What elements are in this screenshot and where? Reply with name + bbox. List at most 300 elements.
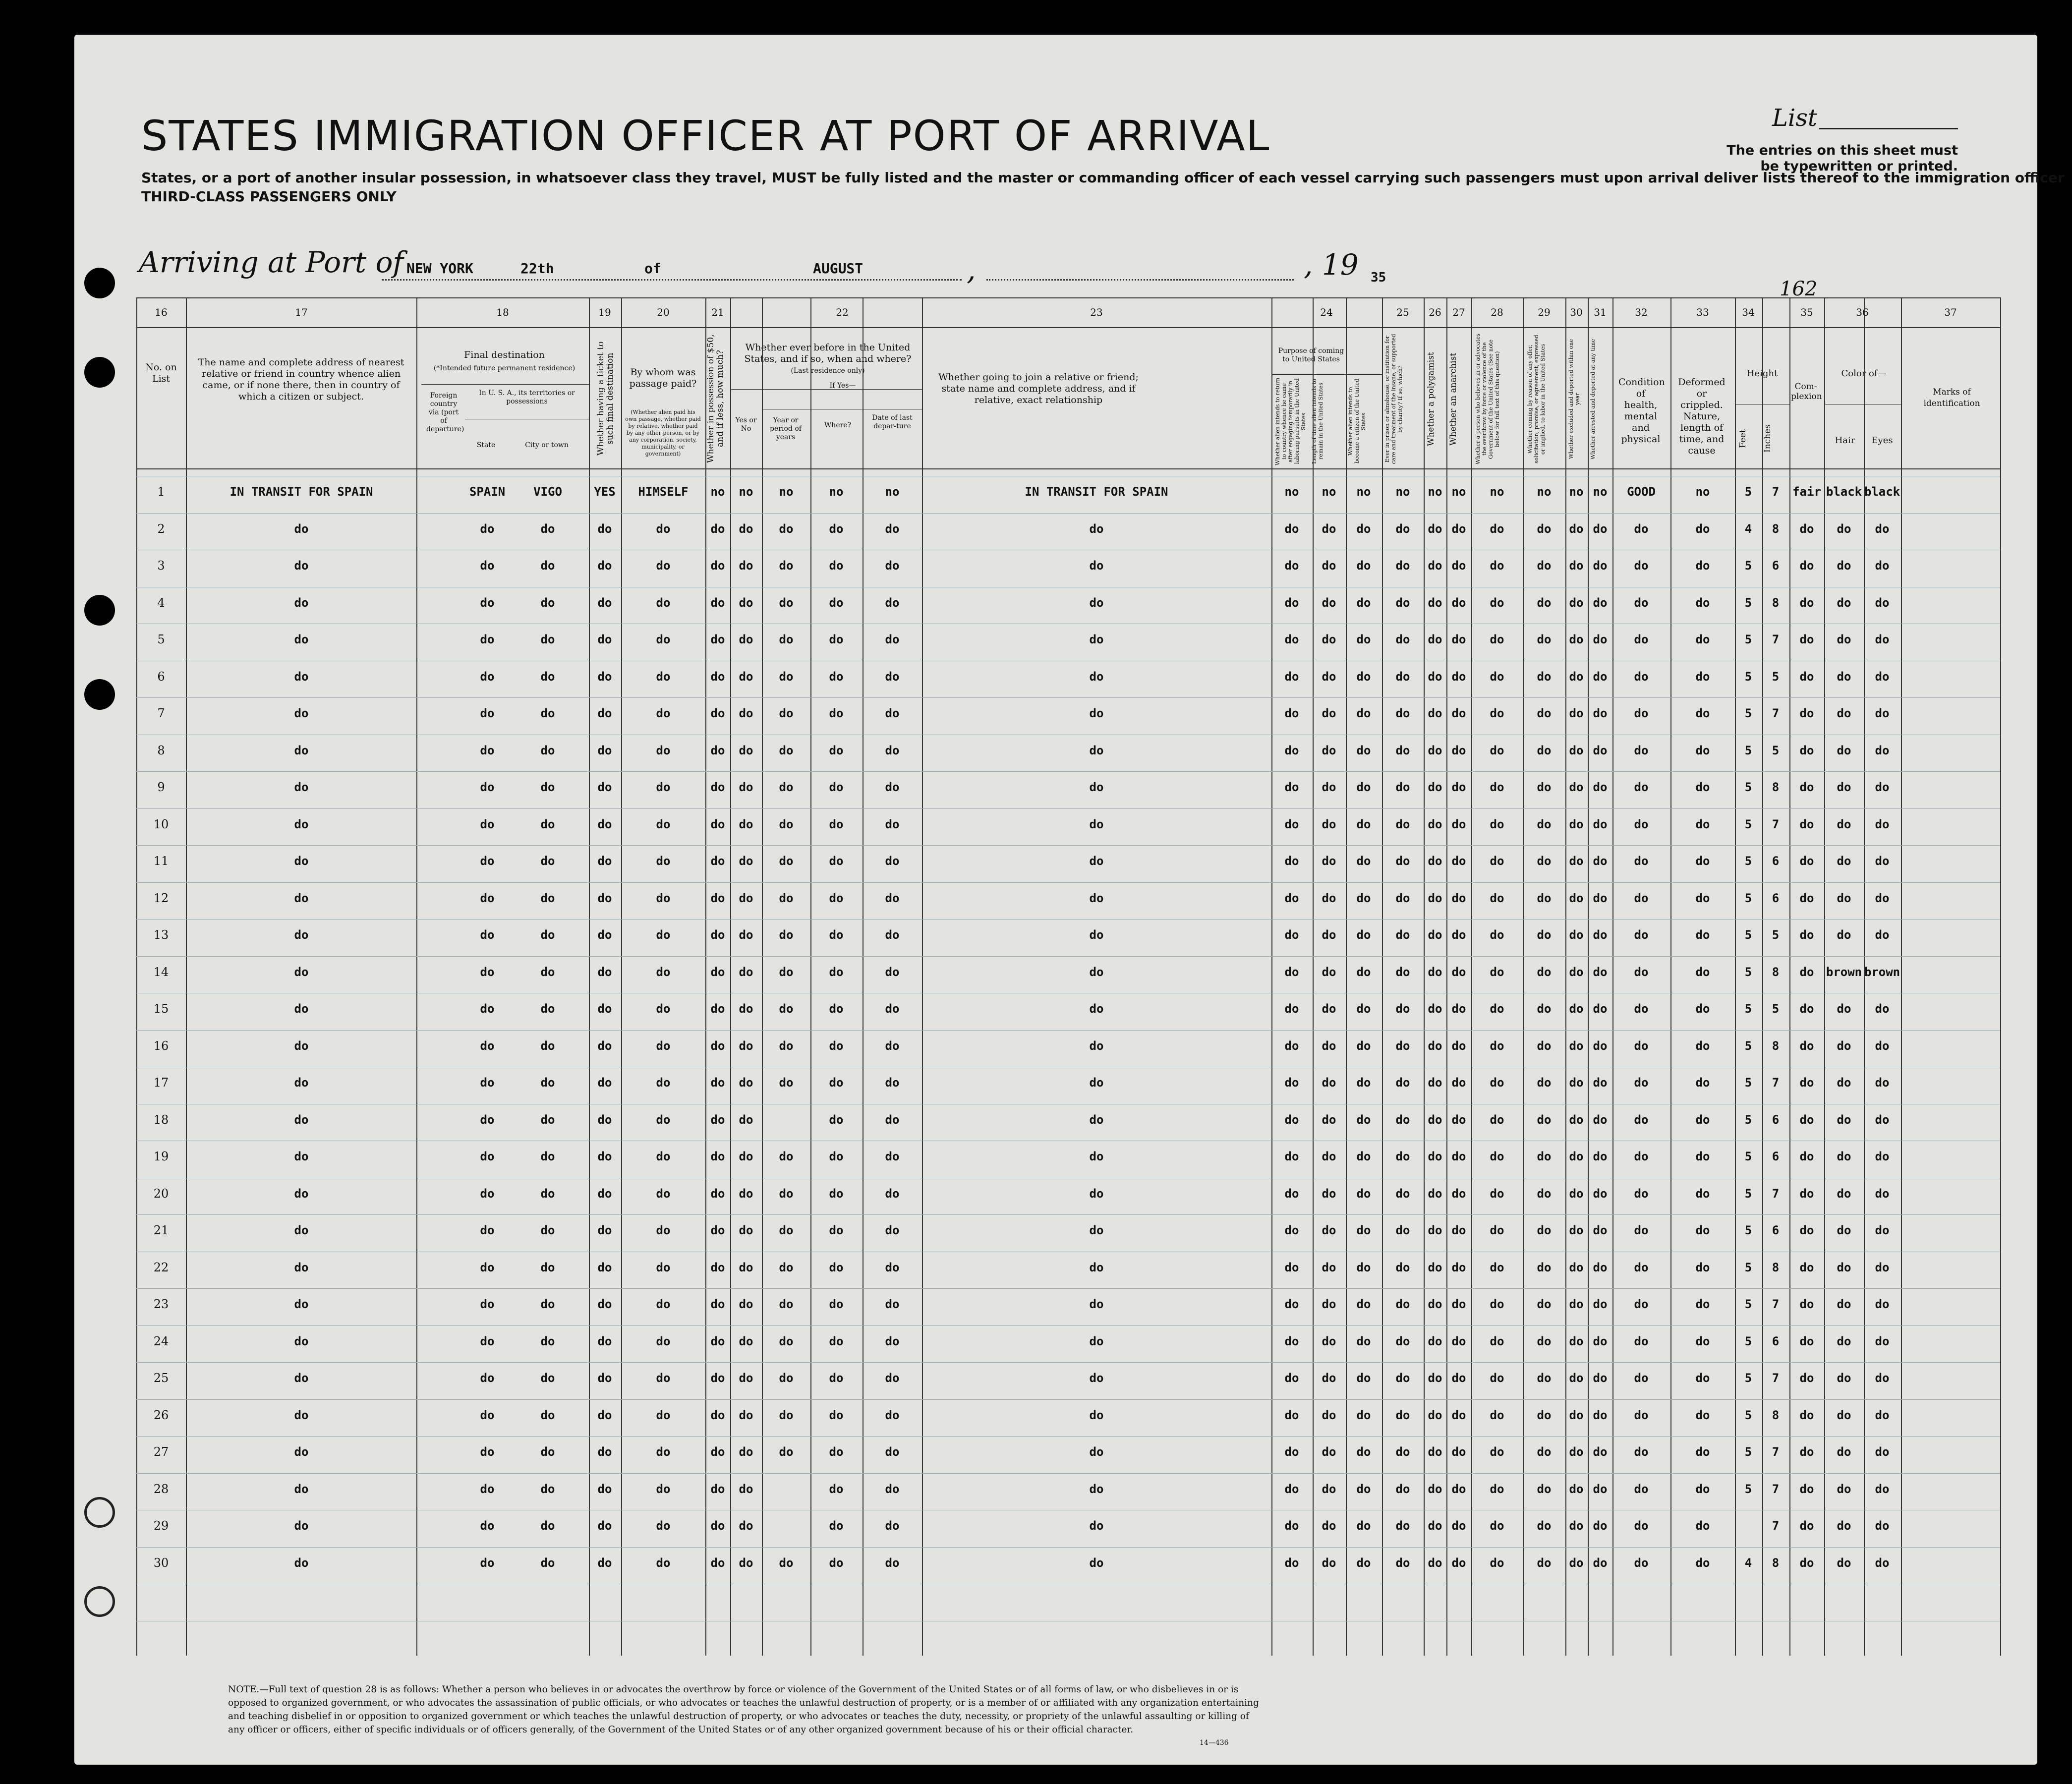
- complexion-cell: do: [1799, 1334, 1814, 1348]
- arrested-cell: do: [1593, 1297, 1608, 1311]
- header-relative: The name and complete address of nearest relative or friend in country whence alien came, or if none there, then in country of which a citizen or subject.: [198, 357, 404, 402]
- departure-date-cell: do: [885, 595, 900, 610]
- polygamist-cell: do: [1428, 1112, 1442, 1127]
- health-cell: do: [1634, 595, 1649, 610]
- polygamist-cell: do: [1428, 1223, 1442, 1237]
- height-inches-cell: 6: [1772, 559, 1780, 573]
- header-join-relative: Whether going to join a relative or friend; state name and complete address, and if relative, exact relationship: [938, 372, 1139, 405]
- height-inches-cell: 8: [1772, 1038, 1780, 1053]
- polygamist-cell: do: [1428, 559, 1442, 573]
- purpose-return-cell: do: [1284, 1002, 1299, 1016]
- prison-cell: do: [1395, 928, 1410, 942]
- ticket-cell: do: [597, 595, 612, 610]
- city-cell: do: [540, 1150, 555, 1163]
- arrival-year: 35: [1371, 270, 1386, 285]
- excluded-cell: do: [1569, 854, 1584, 868]
- ticket-cell: do: [597, 1112, 612, 1127]
- relative-cell: do: [294, 1555, 309, 1570]
- purpose-citizen-cell: do: [1356, 743, 1371, 757]
- deformed-cell: do: [1695, 1076, 1710, 1090]
- money-cell: do: [710, 928, 725, 942]
- purpose-return-cell: do: [1284, 1445, 1299, 1459]
- purpose-length-cell: do: [1322, 1076, 1336, 1090]
- deformed-cell: do: [1695, 706, 1710, 720]
- period-cell: do: [779, 1223, 794, 1237]
- purpose-return-cell: do: [1284, 633, 1299, 646]
- ticket-cell: do: [597, 1519, 612, 1533]
- arriving-label: Arriving at Port of: [139, 245, 403, 279]
- form-number: 14—436: [1200, 1739, 1229, 1747]
- anarchist-cell: do: [1451, 595, 1466, 610]
- overthrow-cell: do: [1490, 1482, 1504, 1496]
- departure-date-cell: no: [885, 485, 900, 499]
- height-inches-cell: 5: [1772, 669, 1780, 684]
- ticket-cell: do: [597, 1076, 612, 1090]
- money-cell: do: [710, 1334, 725, 1348]
- city-cell: do: [540, 706, 555, 720]
- deformed-cell: do: [1695, 743, 1710, 757]
- passage-paid-cell: do: [656, 1555, 671, 1570]
- purpose-return-cell: do: [1284, 521, 1299, 536]
- period-cell: do: [779, 595, 794, 610]
- overthrow-cell: do: [1490, 1076, 1504, 1090]
- header-prison: Ever in prison or almshouse, or institution for care and treatment of the insane, or supported by charity? If so, which?: [1384, 334, 1403, 464]
- health-cell: do: [1634, 1223, 1649, 1237]
- header-city: City or town: [525, 441, 569, 449]
- purpose-length-cell: do: [1322, 1260, 1336, 1274]
- excluded-cell: do: [1569, 1555, 1584, 1570]
- state-cell: do: [480, 595, 495, 610]
- state-cell: do: [480, 1371, 495, 1385]
- column-number: 27: [1452, 306, 1465, 318]
- arrival-line: [382, 279, 962, 281]
- where-cell: do: [829, 1408, 844, 1422]
- deformed-cell: do: [1695, 669, 1710, 684]
- complexion-cell: do: [1799, 817, 1814, 831]
- money-cell: do: [710, 1408, 725, 1422]
- passage-paid-cell: do: [656, 633, 671, 646]
- polygamist-cell: do: [1428, 1408, 1442, 1422]
- excluded-cell: do: [1569, 1408, 1584, 1422]
- eye-color-cell: do: [1875, 559, 1890, 573]
- row-number: 28: [153, 1482, 169, 1496]
- prison-cell: no: [1395, 485, 1410, 499]
- overthrow-cell: do: [1490, 595, 1504, 610]
- rule-line: [136, 468, 2000, 469]
- arrested-cell: do: [1593, 1223, 1608, 1237]
- deformed-cell: do: [1695, 633, 1710, 646]
- arrested-cell: do: [1593, 965, 1608, 979]
- purpose-length-cell: do: [1322, 1223, 1336, 1237]
- money-cell: do: [710, 559, 725, 573]
- been-before-cell: do: [739, 817, 753, 831]
- relative-cell: do: [294, 633, 309, 646]
- join-relative-cell: do: [1089, 1002, 1104, 1016]
- height-inches-cell: 8: [1772, 1408, 1780, 1422]
- anarchist-cell: do: [1451, 1371, 1466, 1385]
- row-line: [136, 1214, 2000, 1215]
- join-relative-cell: do: [1089, 1297, 1104, 1311]
- polygamist-cell: do: [1428, 817, 1442, 831]
- health-cell: do: [1634, 633, 1649, 646]
- join-relative-cell: do: [1089, 1482, 1104, 1496]
- list-label: List: [1772, 104, 1818, 132]
- height-feet-cell: 5: [1744, 928, 1752, 942]
- money-cell: do: [710, 595, 725, 610]
- complexion-cell: do: [1799, 633, 1814, 646]
- money-cell: do: [710, 743, 725, 757]
- arrested-cell: do: [1593, 1482, 1608, 1496]
- labor-offer-cell: do: [1537, 595, 1552, 610]
- row-number: 8: [157, 743, 165, 757]
- eye-color-cell: do: [1875, 595, 1890, 610]
- state-cell: do: [480, 1445, 495, 1459]
- excluded-cell: do: [1569, 817, 1584, 831]
- health-cell: do: [1634, 1076, 1649, 1090]
- column-number: 20: [657, 306, 670, 318]
- rule-line: [730, 389, 922, 390]
- been-before-cell: do: [739, 1038, 753, 1053]
- money-cell: do: [710, 1519, 725, 1533]
- row-number: 5: [157, 633, 165, 646]
- purpose-return-cell: do: [1284, 1186, 1299, 1201]
- ticket-cell: do: [597, 965, 612, 979]
- been-before-cell: do: [739, 854, 753, 868]
- relative-cell: do: [294, 521, 309, 536]
- prison-cell: do: [1395, 817, 1410, 831]
- instructions-text: States, or a port of another insular possession, in whatsoever class they travel, MUST be fully listed and the master or commanding officer of each vessel carrying such passengers must upon arrival deliver lists thereof to the immigration officer: [141, 170, 2065, 186]
- anarchist-cell: do: [1451, 521, 1466, 536]
- been-before-cell: do: [739, 1297, 753, 1311]
- height-feet-cell: 5: [1744, 706, 1752, 720]
- height-inches-cell: 6: [1772, 1112, 1780, 1127]
- state-cell: do: [480, 1260, 495, 1274]
- health-cell: do: [1634, 706, 1649, 720]
- ticket-cell: do: [597, 1260, 612, 1274]
- punch-hole: [84, 1497, 115, 1528]
- labor-offer-cell: do: [1537, 780, 1552, 794]
- height-inches-cell: 6: [1772, 1223, 1780, 1237]
- height-inches-cell: 8: [1772, 1260, 1780, 1274]
- purpose-return-cell: do: [1284, 1334, 1299, 1348]
- state-cell: do: [480, 817, 495, 831]
- state-cell: do: [480, 1334, 495, 1348]
- height-inches-cell: 5: [1772, 928, 1780, 942]
- labor-offer-cell: do: [1537, 743, 1552, 757]
- arrested-cell: do: [1593, 891, 1608, 905]
- header-polygamist: Whether a polygamist: [1426, 352, 1436, 446]
- height-inches-cell: 7: [1772, 1445, 1780, 1459]
- excluded-cell: do: [1569, 1519, 1584, 1533]
- where-cell: do: [829, 1150, 844, 1163]
- period-cell: do: [779, 1371, 794, 1385]
- state-cell: do: [480, 1038, 495, 1053]
- purpose-length-cell: do: [1322, 1408, 1336, 1422]
- labor-offer-cell: do: [1537, 1519, 1552, 1533]
- polygamist-cell: do: [1428, 1186, 1442, 1201]
- punch-hole: [84, 595, 115, 626]
- purpose-return-cell: do: [1284, 1223, 1299, 1237]
- anarchist-cell: do: [1451, 854, 1466, 868]
- prison-cell: do: [1395, 891, 1410, 905]
- row-number: 26: [153, 1408, 169, 1422]
- period-cell: do: [779, 1150, 794, 1163]
- polygamist-cell: do: [1428, 1334, 1442, 1348]
- polygamist-cell: do: [1428, 1076, 1442, 1090]
- where-cell: do: [829, 633, 844, 646]
- city-cell: do: [540, 1038, 555, 1053]
- height-feet-cell: 5: [1744, 780, 1752, 794]
- join-relative-cell: do: [1089, 891, 1104, 905]
- arrested-cell: do: [1593, 780, 1608, 794]
- eye-color-cell: do: [1875, 1297, 1890, 1311]
- prison-cell: do: [1395, 1445, 1410, 1459]
- height-feet-cell: 5: [1744, 891, 1752, 905]
- row-number: 18: [153, 1112, 169, 1127]
- column-number: 17: [295, 306, 308, 318]
- excluded-cell: do: [1569, 1112, 1584, 1127]
- overthrow-cell: do: [1490, 891, 1504, 905]
- state-cell: do: [480, 1519, 495, 1533]
- purpose-citizen-cell: do: [1356, 1482, 1371, 1496]
- ticket-cell: YES: [594, 485, 616, 499]
- height-feet-cell: 5: [1744, 854, 1752, 868]
- height-feet-cell: 5: [1744, 485, 1752, 499]
- overthrow-cell: do: [1490, 1445, 1504, 1459]
- purpose-length-cell: do: [1322, 1297, 1336, 1311]
- period-cell: do: [779, 891, 794, 905]
- been-before-cell: do: [739, 633, 753, 646]
- relative-cell: do: [294, 1076, 309, 1090]
- purpose-length-cell: do: [1322, 669, 1336, 684]
- state-cell: do: [480, 521, 495, 536]
- arrested-cell: do: [1593, 1076, 1608, 1090]
- polygamist-cell: no: [1428, 485, 1442, 499]
- ticket-cell: do: [597, 1555, 612, 1570]
- column-number: 33: [1696, 306, 1709, 318]
- eye-color-cell: do: [1875, 743, 1890, 757]
- eye-color-cell: do: [1875, 1112, 1890, 1127]
- hair-color-cell: do: [1837, 1482, 1851, 1496]
- page-number: 162: [1780, 278, 1818, 300]
- complexion-cell: do: [1799, 669, 1814, 684]
- anarchist-cell: do: [1451, 1519, 1466, 1533]
- excluded-cell: no: [1569, 485, 1584, 499]
- complexion-cell: do: [1799, 1371, 1814, 1385]
- purpose-return-cell: do: [1284, 1297, 1299, 1311]
- prison-cell: do: [1395, 1371, 1410, 1385]
- money-cell: do: [710, 965, 725, 979]
- purpose-citizen-cell: do: [1356, 1150, 1371, 1163]
- deformed-cell: do: [1695, 1260, 1710, 1274]
- city-cell: do: [540, 1555, 555, 1570]
- city-cell: do: [540, 1186, 555, 1201]
- health-cell: do: [1634, 817, 1649, 831]
- labor-offer-cell: do: [1537, 521, 1552, 536]
- hair-color-cell: do: [1837, 1297, 1851, 1311]
- header-purpose: Purpose of coming to United States: [1278, 347, 1344, 363]
- ticket-cell: do: [597, 1408, 612, 1422]
- where-cell: do: [829, 521, 844, 536]
- relative-cell: do: [294, 928, 309, 942]
- been-before-cell: do: [739, 1186, 753, 1201]
- where-cell: do: [829, 1002, 844, 1016]
- overthrow-cell: do: [1490, 1150, 1504, 1163]
- rule-line: [421, 384, 589, 385]
- purpose-return-cell: do: [1284, 1260, 1299, 1274]
- purpose-length-cell: do: [1322, 1445, 1336, 1459]
- hair-color-cell: do: [1837, 1150, 1851, 1163]
- money-cell: do: [710, 1112, 725, 1127]
- anarchist-cell: do: [1451, 559, 1466, 573]
- hair-color-cell: do: [1837, 1334, 1851, 1348]
- where-cell: do: [829, 1555, 844, 1570]
- complexion-cell: do: [1799, 559, 1814, 573]
- row-number: 25: [153, 1371, 169, 1385]
- ticket-cell: do: [597, 633, 612, 646]
- overthrow-cell: do: [1490, 1371, 1504, 1385]
- manifest-table: [136, 297, 2000, 1656]
- hair-color-cell: do: [1837, 1112, 1851, 1127]
- purpose-citizen-cell: do: [1356, 1445, 1371, 1459]
- passage-paid-cell: do: [656, 669, 671, 684]
- purpose-length-cell: do: [1322, 743, 1336, 757]
- departure-date-cell: do: [885, 891, 900, 905]
- row-line: [136, 1399, 2000, 1400]
- purpose-length-cell: do: [1322, 965, 1336, 979]
- polygamist-cell: do: [1428, 854, 1442, 868]
- period-cell: do: [779, 743, 794, 757]
- ticket-cell: do: [597, 1371, 612, 1385]
- departure-date-cell: do: [885, 928, 900, 942]
- ticket-cell: do: [597, 1223, 612, 1237]
- deformed-cell: do: [1695, 1408, 1710, 1422]
- purpose-citizen-cell: do: [1356, 1186, 1371, 1201]
- prison-cell: do: [1395, 1038, 1410, 1053]
- overthrow-cell: do: [1490, 928, 1504, 942]
- overthrow-cell: do: [1490, 1408, 1504, 1422]
- eye-color-cell: do: [1875, 1445, 1890, 1459]
- hair-color-cell: do: [1837, 854, 1851, 868]
- join-relative-cell: IN TRANSIT FOR SPAIN: [1025, 485, 1168, 499]
- prison-cell: do: [1395, 1112, 1410, 1127]
- hair-color-cell: do: [1837, 1038, 1851, 1053]
- complexion-cell: do: [1799, 1223, 1814, 1237]
- where-cell: do: [829, 780, 844, 794]
- complexion-cell: do: [1799, 1260, 1814, 1274]
- column-number: 24: [1320, 306, 1333, 318]
- polygamist-cell: do: [1428, 1519, 1442, 1533]
- eye-color-cell: do: [1875, 1408, 1890, 1422]
- header-foreign-country: Foreign country via (port of departure): [426, 392, 464, 433]
- hair-color-cell: do: [1837, 743, 1851, 757]
- purpose-citizen-cell: do: [1356, 1038, 1371, 1053]
- prison-cell: do: [1395, 780, 1410, 794]
- health-cell: do: [1634, 1002, 1649, 1016]
- purpose-citizen-cell: do: [1356, 1334, 1371, 1348]
- departure-date-cell: do: [885, 1076, 900, 1090]
- anarchist-cell: do: [1451, 1445, 1466, 1459]
- been-before-cell: do: [739, 1260, 753, 1274]
- labor-offer-cell: do: [1537, 1112, 1552, 1127]
- excluded-cell: do: [1569, 1445, 1584, 1459]
- complexion-cell: do: [1799, 928, 1814, 942]
- purpose-citizen-cell: do: [1356, 706, 1371, 720]
- header-anarchist: Whether an anarchist: [1448, 352, 1458, 446]
- eye-color-cell: do: [1875, 1334, 1890, 1348]
- arrested-cell: do: [1593, 1150, 1608, 1163]
- purpose-length-cell: do: [1322, 1038, 1336, 1053]
- hair-color-cell: do: [1837, 928, 1851, 942]
- health-cell: do: [1634, 1112, 1649, 1127]
- purpose-length-cell: do: [1322, 1334, 1336, 1348]
- page-title: STATES IMMIGRATION OFFICER AT PORT OF ARRIVAL: [141, 112, 1270, 160]
- polygamist-cell: do: [1428, 1371, 1442, 1385]
- period-cell: do: [779, 1076, 794, 1090]
- join-relative-cell: do: [1089, 854, 1104, 868]
- manifest-sheet: [74, 35, 2065, 1765]
- join-relative-cell: do: [1089, 1150, 1104, 1163]
- punch-hole: [84, 268, 115, 298]
- money-cell: no: [710, 485, 725, 499]
- polygamist-cell: do: [1428, 669, 1442, 684]
- column-line: [186, 297, 187, 1656]
- city-cell: do: [540, 1297, 555, 1311]
- period-cell: do: [779, 928, 794, 942]
- height-feet-cell: 5: [1744, 1297, 1752, 1311]
- deformed-cell: do: [1695, 1519, 1710, 1533]
- state-cell: SPAIN: [469, 485, 506, 499]
- purpose-citizen-cell: do: [1356, 1371, 1371, 1385]
- punch-hole: [84, 679, 115, 710]
- prison-cell: do: [1395, 633, 1410, 646]
- eye-color-cell: do: [1875, 1223, 1890, 1237]
- state-cell: do: [480, 928, 495, 942]
- arrested-cell: do: [1593, 633, 1608, 646]
- health-cell: do: [1634, 965, 1649, 979]
- complexion-cell: do: [1799, 1408, 1814, 1422]
- city-cell: do: [540, 595, 555, 610]
- hair-color-cell: do: [1837, 595, 1851, 610]
- overthrow-cell: do: [1490, 706, 1504, 720]
- deformed-cell: do: [1695, 1223, 1710, 1237]
- passage-paid-cell: do: [656, 1038, 671, 1053]
- where-cell: do: [829, 669, 844, 684]
- ticket-cell: do: [597, 521, 612, 536]
- passage-paid-cell: do: [656, 891, 671, 905]
- row-line: [136, 1288, 2000, 1289]
- departure-date-cell: do: [885, 1260, 900, 1274]
- anarchist-cell: do: [1451, 1482, 1466, 1496]
- period-cell: do: [779, 521, 794, 536]
- health-cell: do: [1634, 1519, 1649, 1533]
- passage-paid-cell: do: [656, 1186, 671, 1201]
- purpose-citizen-cell: do: [1356, 854, 1371, 868]
- join-relative-cell: do: [1089, 1223, 1104, 1237]
- ticket-cell: do: [597, 1186, 612, 1201]
- relative-cell: do: [294, 743, 309, 757]
- passage-paid-cell: do: [656, 521, 671, 536]
- eye-color-cell: do: [1875, 521, 1890, 536]
- period-cell: do: [779, 1002, 794, 1016]
- been-before-cell: do: [739, 1371, 753, 1385]
- height-feet-cell: 5: [1744, 595, 1752, 610]
- deformed-cell: do: [1695, 1112, 1710, 1127]
- deformed-cell: do: [1695, 817, 1710, 831]
- money-cell: do: [710, 891, 725, 905]
- departure-date-cell: do: [885, 1445, 900, 1459]
- header-ticket: Whether having a ticket to such final destination: [596, 341, 615, 456]
